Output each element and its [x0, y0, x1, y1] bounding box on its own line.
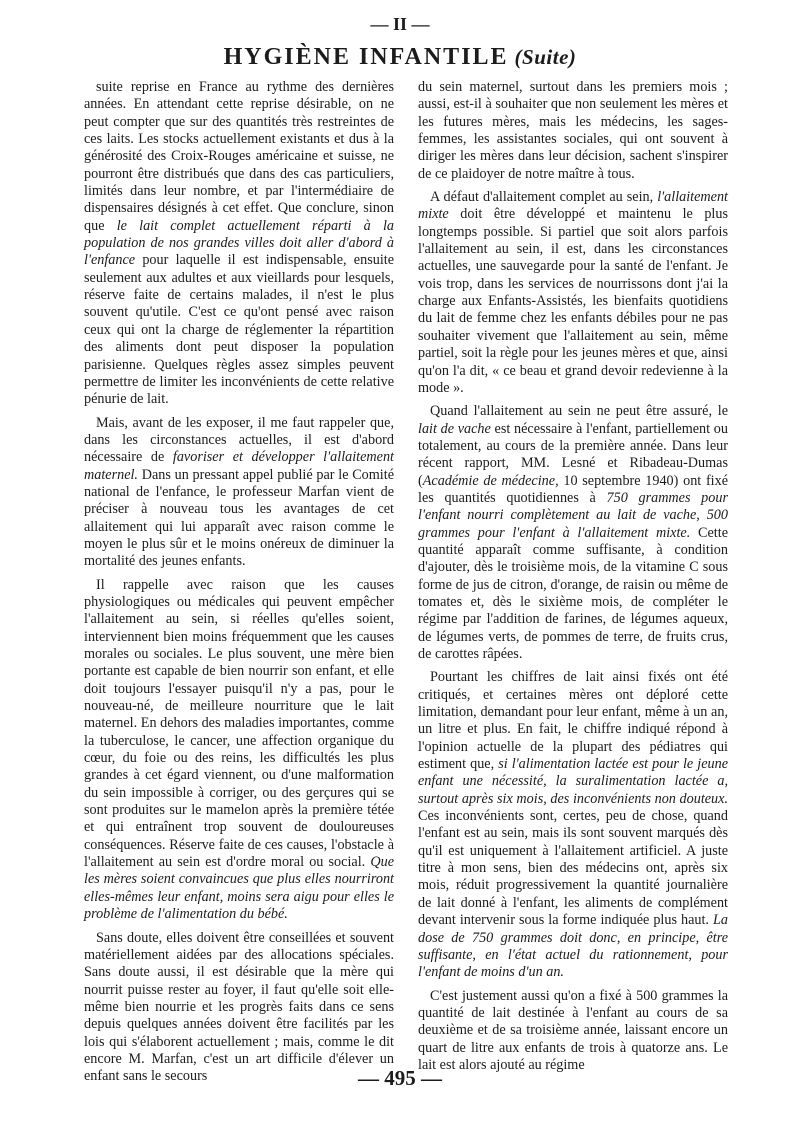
- paragraph: [418, 79, 728, 183]
- italic-run: Que les mères soient convaincues que plus elles nourriront elles-mêmes leur enfant, moins sera aigu pour elles le problème de l'alimentation du bébé.: [84, 854, 394, 923]
- italic-run: lait de vache: [418, 420, 491, 437]
- italic-run: Académie de médecine,: [422, 472, 559, 489]
- header-page-number: — II —: [370, 14, 430, 34]
- italic-run: favoriser et développer l'allaitement maternel.: [84, 449, 394, 483]
- paragraph: [84, 79, 394, 409]
- paragraph: [418, 988, 728, 1075]
- paragraph: [418, 403, 728, 663]
- text-run: 10 septembre 1940) ont fixé les quantités quotidiennes à: [418, 472, 729, 506]
- text-run: C'est justement aussi qu'on a fixé à 500 grammes la quantité de lait destinée à l'enfant au cours de sa deuxième et de sa troisième année, laissant encore un quart de litre aux enfants de trois à quatorze ans. Le lait est alors ajouté au régime: [418, 987, 728, 1073]
- text-run: Mais, avant de les exposer, il me faut rappeler que, dans les circonstances actuelles, il est d'abord nécessaire de: [84, 414, 394, 466]
- text-run: du sein maternel, surtout dans les premiers mois ; aussi, est-il à souhaiter que non seulement les mères et les futures mères, mais les médecins, les sages-femmes, les assistantes sociales, qui ont souvent à diriger les mères dans leur décision, sachent s'inspirer de ce plaidoyer de notre maître à tous.: [418, 79, 728, 182]
- title-text: HYGIÈNE INFANTILE: [223, 44, 509, 70]
- text-run: A défaut d'allaitement complet au sein,: [430, 189, 658, 206]
- paragraph: [84, 930, 394, 1086]
- text-run: Sans doute, elles doivent être conseillées et souvent matériellement aidées par des allocations spéciales. Sans doute aussi, il est désirable que la mère qui nourrit puisse rester au foyer, il faut qu'elle soit elle-même bien nourrie et les progrès faits dans ce sens depuis quelques années doivent être facilités par les lois qui s'élaborent actuellement ; mais, comme le dit encore M. Marfan, c'est un art difficile d'élever un enfant sans le secours: [84, 929, 394, 1085]
- text-run: doit être développé et maintenu le plus longtemps possible. Si partiel que soit alors parfois l'allaitement au sein, il est, dans les circonstances actuelles, une sauvegarde pour la santé de l'enfant. Je vois trop, dans les services de nourrissons dont j'ai la charge aux Enfants-Assistés, les bienfaits quotidiens du lait de femme chez les enfants débiles pour ne pas souhaiter vivement que l'allaitement au sein, même partiel, soit la règle pour les jeunes mères et que, ainsi qu'on l'a dit, « ce beau et grand devoir redevienne à la mode ».: [418, 206, 728, 396]
- italic-run: si l'alimentation lactée est pour le jeune enfant une nécessité, la suralimentation lactée a, surtout après six mois, des inconvénients non douteux.: [418, 756, 728, 807]
- right-column: [418, 79, 728, 1080]
- text-run: suite reprise en France au rythme des dernières années. En attendant cette reprise désirable, on ne peut compter que sur des quantités très restreintes de ces laits. Les stocks actuellement existants et dus à la générosité des Croix-Rouges américaine et suisse, ne pourront être distribués que dans des cas particuliers, limités dans leur nombre, et par l'intermédiaire de dispensaires désignés à cet effet. Que conclure, sinon que: [84, 79, 394, 234]
- italic-run: La dose de 750 grammes doit donc, en principe, être suffisante, en l'état actuel du rationnement, pour l'enfant de moins d'un an.: [418, 912, 728, 981]
- italic-run: 750 grammes pour l'enfant nourri complètement au lait de vache, 500 grammes pour l'enfant à l'allaitement mixte.: [418, 489, 728, 541]
- paragraph: [418, 669, 728, 981]
- text-run: est nécessaire à l'enfant, partiellement ou totalement, au cours de la première année. Dans leur récent rapport, MM. Lesné et Ribadeau-Dumas (: [418, 420, 728, 489]
- paragraph: [84, 415, 394, 571]
- left-column: [84, 79, 394, 1092]
- italic-run: l'allaitement mixte: [418, 189, 728, 223]
- text-run: Il rappelle avec raison que les causes physiologiques ou médicales qui peuvent empêcher l'allaitement au sein, si réelles qu'elles soient, interviennent bien moins fréquemment que les causes morales ou sociales. Le plus souvent, une mère bien portante est capable de bien nourrir son enfant, et elle doit toujours l'essayer puisqu'il n'y a pas, pour le nouveau-né, de meilleure nourriture que le lait maternel. En dehors des maladies importantes, comme la tuberculose, le cancer, une affection organique du cœur, du foie ou des reins, les difficultés les plus grandes à cet égard viennent, ou d'une malformation du sein impossible à corriger, ou des gerçures qui se sont produites sur le mamelon après la première tétée et qui entraînent trop souvent de douloureuses conséquences. Réserve faite de ces causes, l'obstacle à l'allaitement au sein est d'ordre moral ou social.: [84, 576, 394, 871]
- text-run: Ces inconvénients sont, certes, peu de chose, quand l'enfant est au sein, mais ils sont souvent marqués dès qu'il est uniquement à l'allaitement artificiel. A juste titre à mon sens, bien des médecins ont, après six mois, réduit progressivement la quantité journalière de lait donné à l'enfant, les aliments de complément devant intervenir sous la forme indiquée plus haut.: [418, 808, 728, 929]
- text-run: Quand l'allaitement au sein ne peut être assuré, le: [430, 403, 728, 420]
- text-run: Pourtant les chiffres de lait ainsi fixés ont été critiqués, et certaines mères ont déploré cette limitation, demandant pour leur enfant, même à un an, un litre et plus. En fait, le chiffre indiqué répond à l'opinion actuelle de la plupart des pédiatres qui estiment que,: [418, 669, 728, 773]
- paragraph: [84, 577, 394, 924]
- italic-run: le lait complet actuellement réparti à la population de nos grandes villes doit aller d'abord à l'enfance: [84, 217, 394, 269]
- paragraph: [418, 189, 728, 397]
- text-run: Dans un pressant appel publié par le Comité national de l'enfance, le professeur Marfan vient de préciser à nouveau tous les avantages de cet allaitement qui lui apparaît avec raison comme le moyen le plus sûr et le moins onéreux de diminuer la mortalité des jeunes enfants.: [84, 466, 394, 570]
- title-suffix: (Suite): [514, 45, 577, 69]
- text-run: Cette quantité apparaît comme suffisante, à condition d'ajouter, dès le troisième mois, de la vitamine C sous forme de jus de citron, d'orange, de raisin ou même de tomates et, dès le sixième mois, de compléter le régime par l'addition de farines, de légumes aqueux, de légumes verts, de pommes de terre, de fruits crus, de carottes râpées.: [418, 524, 728, 662]
- page-title: [0, 44, 800, 71]
- page-folio: — 495 —: [358, 1066, 442, 1090]
- text-run: pour laquelle il est indispensable, ensuite seulement aux adultes et aux vieillards pour lesquels, réserve faite de certains malades, il n'est le plus souvent qu'utile. C'est ce qu'ont pensé avec raison ceux qui ont la charge de réglementer la répartition des aliments dont peut disposer la population parisienne. Quelques règles assez simples peuvent permettre de limiter les inconvénients de cette relative pénurie de lait.: [84, 252, 394, 408]
